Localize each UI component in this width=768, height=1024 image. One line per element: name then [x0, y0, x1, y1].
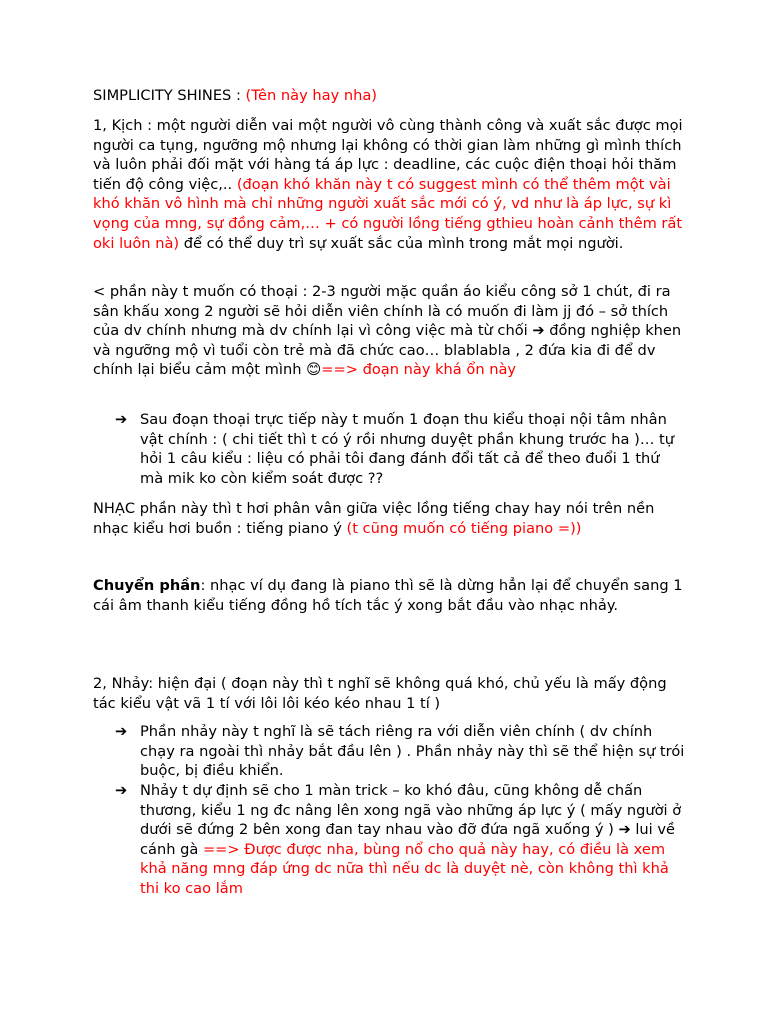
section-2-text: 2, Nhảy: hiện đại ( đoạn này thì t nghĩ sẽ không quá khó, chủ yếu là mấy động tác kiểu vật vã 1 tí với lôi lôi kéo kéo nhau 1 tí ) — [93, 675, 667, 712]
bullet-dance-trick-text: Nhảy t dự định sẽ cho 1 màn trick – ko khó đâu, cũng không dễ chấn thương, kiểu 1 ng đc nâng lên xong ngã vào những áp lực ý ( mấy người ở dưới sẽ đứng 2 bên xong đan tay nhau vào đỡ đứa ngã xuống ý ) ➔ lui về cánh gà — [140, 782, 682, 858]
bullet-dance-separate — [115, 722, 685, 781]
dialogue-paragraph — [93, 282, 693, 380]
section-1-text: 1, Kịch : một người diễn vai một người vô cùng thành công và xuất sắc được mọi người ca tụng, ngưỡng mộ nhưng lại không có thời gian làm những gì mình thích và luôn phải đối mặt với hàng tá áp lực : deadline, các cuộc điện thoại hỏi thăm tiến độ công việc,.. — [93, 117, 683, 193]
bullet-dance-trick-paragraph — [140, 781, 685, 899]
transition-label: Chuyển phần — [93, 577, 201, 594]
music-note: (t cũng muốn có tiếng piano =)) — [346, 519, 582, 537]
document-title — [93, 86, 693, 106]
transition-paragraph — [93, 576, 693, 615]
section-2-paragraph — [93, 674, 693, 713]
bullet-dance-trick-note: ==> Được được nha, bùng nổ cho quả này hay, có điều là xem khả năng mng đáp ứng dc nữa thì nếu dc là duyệt nè, còn không thì khả thi ko cao lắm — [140, 840, 669, 897]
bullet-inner-monologue — [115, 410, 685, 488]
section-1-paragraph — [93, 116, 693, 253]
section-1-note: (đoạn khó khăn này t có suggest mình có thể thêm một vài khó khăn vô hình mà chỉ những người xuất sắc mới có ý, vd như là áp lực, sự kì vọng của mng, sự đồng cảm,… + có người lồng tiếng gthieu hoàn cảnh thêm rất oki luôn nà) — [93, 175, 683, 252]
music-text: NHẠC phần này thì t hơi phân vân giữa việc lồng tiếng chay hay nói trên nền nhạc kiểu hơi buồn : tiếng piano ý — [93, 500, 655, 537]
music-paragraph — [93, 499, 693, 538]
arrow-bullet-icon: ➔ — [115, 723, 128, 740]
dialogue-note: ==> đoạn này khá ổn này — [321, 361, 517, 379]
bullet-dance-trick — [115, 781, 685, 899]
section-1-tail: để có thể duy trì sự xuất sắc của mình trong mắt mọi người. — [179, 234, 624, 252]
dialogue-text: < phần này t muốn có thoại : 2-3 người mặc quần áo kiểu công sở 1 chút, đi ra sân khấu xong 2 người sẽ hỏi diễn viên chính là có muốn đi làm jj đó – sở thích của dv chính nhưng mà dv chính lại vì công việc mà từ chối ➔ đồng nghiệp khen và ngưỡng mộ vì tuổi còn trẻ mà đã chức cao… blablabla , 2 đứa kia đi để dv chính lại biểu cảm một mình 😊 — [93, 283, 682, 379]
title-text: SIMPLICITY SHINES : — [93, 87, 246, 104]
bullet-dance-separate-text: Phần nhảy này t nghĩ là sẽ tách riêng ra với diễn viên chính ( dv chính chạy ra ngoài thì nhảy bắt đầu lên ) . Phần nhảy này thì sẽ thể hiện sự trói buộc, bị điều khiển. — [140, 723, 685, 780]
arrow-bullet-icon: ➔ — [115, 411, 128, 428]
bullet-inner-monologue-text: Sau đoạn thoại trực tiếp này t muốn 1 đoạn thu kiểu thoại nội tâm nhân vật chính : ( chi tiết thì t có ý rồi nhưng duyệt phần khung trước ha )… tự hỏi 1 câu kiểu : liệu có phải tôi đang đánh đổi tất cả để theo đuổi 1 thứ mà mik ko còn kiểm soát được ?? — [140, 411, 675, 487]
title-note: (Tên này hay nha) — [245, 87, 377, 104]
arrow-bullet-icon: ➔ — [115, 782, 128, 799]
transition-text: : nhạc ví dụ đang là piano thì sẽ là dừng hẳn lại để chuyển sang 1 cái âm thanh kiểu tiếng đồng hồ tích tắc ý xong bắt đầu vào nhạc nhảy. — [93, 577, 683, 614]
